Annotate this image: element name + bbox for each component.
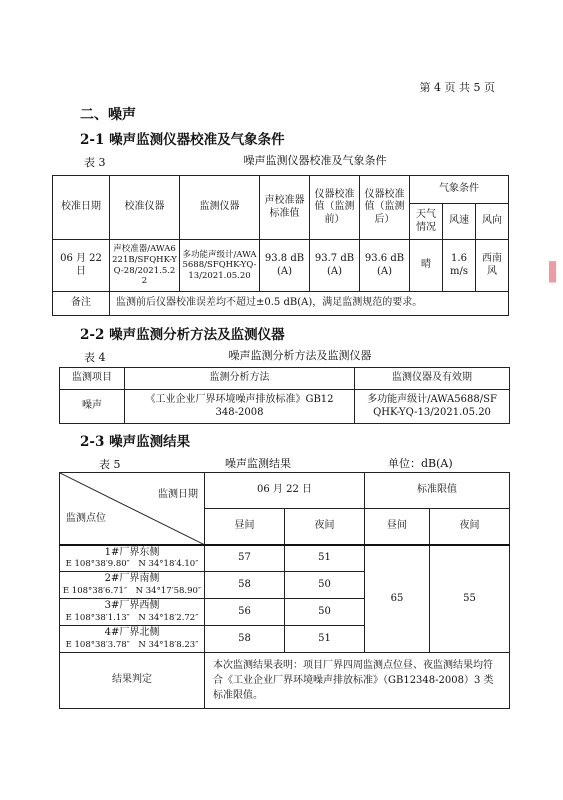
header-limit-night: 夜间 (430, 509, 510, 545)
header-monitor-item: 监测项目 (60, 368, 125, 390)
header-night: 夜间 (285, 509, 365, 545)
header-calibration-instrument: 校准仪器 (110, 176, 180, 240)
results-table (59, 472, 510, 709)
header-monitor-instrument: 监测仪器 (180, 176, 260, 240)
note-label: 备注 (53, 292, 110, 316)
cell-monitor-instrument: 多功能声级计/AWA5688/SFQHK-YQ-13/2021.05.20 (180, 240, 260, 292)
header-day: 昼间 (205, 509, 285, 545)
cell-sky: 晴 (410, 240, 443, 292)
cell-day-value: 58 (205, 626, 285, 653)
header-diagonal-cell (60, 473, 205, 545)
point-name: 2#厂界南侧 (104, 573, 160, 585)
table3-label: 表 3 (84, 156, 106, 169)
header-limit: 标准限值 (365, 473, 510, 509)
point-name: 3#厂界西侧 (104, 600, 160, 612)
cell-instrument-validity: 多功能声级计/AWA5688/SFQHK-YQ-13/2021.05.20 (355, 390, 510, 424)
cell-calibration-instrument: 声校准器/AWA6221B/SFQHK-YQ-28/2021.5.22 (110, 240, 180, 292)
cell-limit-night: 55 (430, 545, 510, 653)
stamp-fragment: ▌ (549, 262, 563, 283)
calibration-table (52, 175, 509, 316)
subsection-title-calibration: 2-1 噪声监测仪器校准及气象条件 (80, 132, 285, 148)
method-table (59, 367, 510, 424)
header-weather: 气象条件 (410, 176, 509, 204)
section-title: 二、噪声 (80, 107, 136, 123)
cell-day-value: 56 (205, 599, 285, 626)
note-text: 监测前后仪器校准误差均不超过±0.5 dB(A)，满足监测规范的要求。 (110, 292, 509, 316)
cell-day-value: 57 (205, 545, 285, 572)
header-wind-direction: 风向 (476, 204, 509, 240)
header-limit-day: 昼间 (365, 509, 430, 545)
point-name: 4#厂界北侧 (104, 627, 160, 639)
cell-night-value: 51 (285, 626, 365, 653)
subsection-title-method: 2-2 噪声监测分析方法及监测仪器 (80, 327, 285, 343)
table5-label: 表 5 (99, 458, 121, 471)
cell-wind-speed: 1.6 m/s (443, 240, 476, 292)
header-standard-value: 声校准器标准值 (260, 176, 310, 240)
point-name: 1#厂界东侧 (104, 546, 160, 558)
cell-analysis-method: 《工业企业厂界环境噪声排放标准》GB12348-2008 (125, 390, 355, 424)
table5-title: 噪声监测结果 (225, 457, 291, 470)
cell-night-value: 50 (285, 572, 365, 599)
table-row-point (60, 572, 205, 599)
table3-title: 噪声监测仪器校准及气象条件 (243, 154, 387, 167)
page-number: 第 4 页 共 5 页 (419, 81, 495, 94)
cell-night-value: 51 (285, 545, 365, 572)
cell-night-value: 50 (285, 599, 365, 626)
point-coordinate: E 108°38′3.78″ N 34°18′8.23″ (65, 639, 199, 650)
header-date: 06 月 22 日 (205, 473, 365, 509)
cell-value-after: 93.6 dB(A) (360, 240, 410, 292)
diagonal-line (60, 473, 205, 545)
point-coordinate: E 108°38′6.71″ N 34°17′58.90″ (62, 585, 202, 596)
table-row-point (60, 626, 205, 653)
cell-day-value: 58 (205, 572, 285, 599)
cell-limit-day: 65 (365, 545, 430, 653)
cell-value-before: 93.7 dB(A) (310, 240, 360, 292)
header-calibration-date: 校准日期 (53, 176, 110, 240)
header-value-after: 仪器校准值（监测后） (360, 176, 410, 240)
header-analysis-method: 监测分析方法 (125, 368, 355, 390)
result-label: 结果判定 (60, 653, 205, 709)
table-row-point (60, 545, 205, 572)
header-monitor-point: 监测点位 (66, 513, 106, 524)
table-row-point (60, 599, 205, 626)
header-sky: 天气情况 (410, 204, 443, 240)
result-text: 本次监测结果表明：项目厂界四周监测点位昼、夜监测结果均符合《工业企业厂界环境噪声排放标准》（GB12348-2008）3 类标准限值。 (205, 653, 510, 709)
subsection-title-results: 2-3 噪声监测结果 (80, 434, 191, 450)
table4-label: 表 4 (84, 351, 106, 364)
cell-date: 06 月 22 日 (53, 240, 110, 292)
table5-unit: 单位：dB(A) (388, 457, 453, 470)
point-coordinate: E 108°38′1.13″ N 34°18′2.72″ (65, 612, 199, 623)
cell-wind-direction: 西南风 (476, 240, 509, 292)
table4-title: 噪声监测分析方法及监测仪器 (228, 349, 372, 362)
point-coordinate: E 108°38′9.80″ N 34°18′4.10″ (65, 559, 199, 570)
header-monitor-date: 监测日期 (158, 489, 198, 500)
cell-standard-value: 93.8 dB(A) (260, 240, 310, 292)
cell-monitor-item: 噪声 (60, 390, 125, 424)
header-value-before: 仪器校准值（监测前） (310, 176, 360, 240)
header-instrument-validity: 监测仪器及有效期 (355, 368, 510, 390)
header-wind-speed: 风速 (443, 204, 476, 240)
